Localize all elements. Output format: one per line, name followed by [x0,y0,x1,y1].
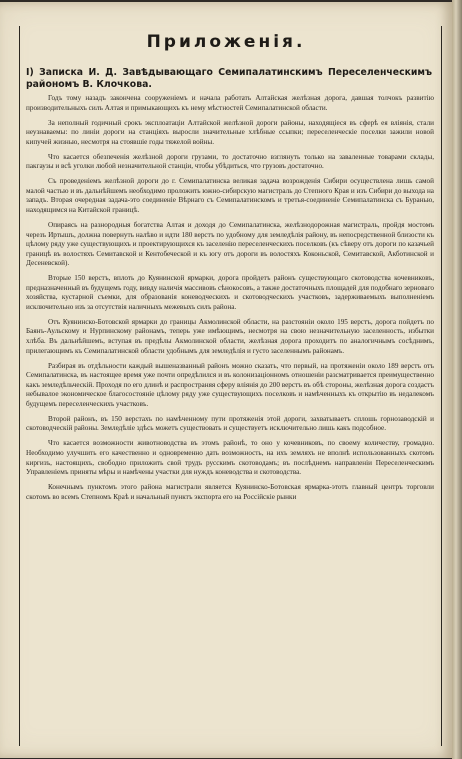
book-page-edge [452,0,462,759]
right-margin-rule [441,26,442,746]
memo-title: I) Записка И. Д. Завѣдывающаго Семипалатинскимъ Переселенческимъ райономъ В. Клочкова. [26,67,432,90]
paragraph-5: Опираясь на разнородныя богатства Алтая и доходя до Семипалатинска, желѣзнодорожная магистраль, пройдя мостомъ черезъ Иртышъ, должна повернуть налѣво и идти 180 верстъ по удобному для земледѣлія району, въ непосредственной близости къ цѣлому ряду уже существующихъ и проектирующихся къ заселенію переселенческихъ поселковъ (къ сѣверу отъ дороги по казачьей границѣ въ волостяхъ Семитавской и Кентобеческой и къ югу отъ дороги въ волостяхъ Коконьской, Семитавской, Акботинской и Десеневской). [26,221,434,268]
paragraph-6: Вторые 150 верстъ, вплоть до Куянинской ярмарки, дорога пройдетъ районъ существующаго скотоводства кочевниковъ, предназначенный въ будущемъ году, вивду наличія массивовъ сѣнокосовъ, а также достаточныхъ площадей для подобнаго зерноваго хозяйства, кустарной съемки, для образованія коневодческихъ и скотоводческихъ участковъ, задерживаемыхъ выполненіемъ исключительно изъ за отсутствія наличныхъ межевыхъ силъ района. [26,274,434,311]
body-text [26,94,434,508]
paragraph-8: Разбирая въ отдѣльности каждый вышеназванный районъ можно сказать, что первый, на протяженіи около 189 верстъ отъ Семипалатинска, въ настоящее время уже почти опредѣлился и въ колонизаціонномъ отношеніи разсматривается преимущественно какъ земледѣльческій. Проходя по его длинѣ и распространяя сферу вліянія до 200 верстъ въ обѣ стороны, желѣзная дорога создастъ небывалое экономическое благосостояніе цѣлому ряду уже существующихъ поселковъ и намѣченныхъ къ открытію въ недалекомъ будущемъ переселенческихъ участковъ. [26,361,435,408]
paragraph-10: Что касается возможности животноводства въ этомъ районѣ, то оно у кочевниковъ, по своему количеству, громадно. Необходимо улучшить его качественно и одновременно дать возможность, на ихъ земляхъ не вполнѣ использованныхъ скотомъ киргизъ, настоящихъ, свободно приложить свой трудъ русскимъ скотоводамъ; въ послѣднемъ направленіи Переселенческимъ Управленіемъ приняты мѣры и намѣчены участки для нуждъ коневодства и скотоводства. [26,439,434,477]
page-heading: Приложенія. [146,32,306,52]
paragraph-4: Съ проведеніемъ желѣзной дороги до г. Семипалатинска великая задача возрожденія Сибири осуществлена лишь самой малой частью и въ дальнѣйшемъ необходимо проложить южно-сибирскую магистраль до Степного Края и изъ Сибири до выхода на западъ. Вторая очередная задача-это соединеніе Вѣрнаго съ Семипалатинскомъ и третья-соединеніе Семипалатинска съ Буранью, находящимся на Китайской границѣ. [26,177,434,214]
document-page [0,2,453,758]
paragraph-7: Отъ Куянинско-Ботовской ярмарки до границы Акмолинской области, на разстояніи около 195 верстъ, дорога пойдетъ по Баянъ-Аульскому и Нурпинскому районамъ, теперь уже имѣющимъ, несмотря на свою незначительную заселенность, избытки хлѣба. Въ дальнѣйшемъ, вступая въ предѣлы Акмолинской области, желѣзная дорога проходитъ по аналогичнымъ сосѣднимъ, прилегающимъ къ Семипалатинской области удобнымъ для земледѣлія и густо заселеннымъ районамъ. [26,317,434,355]
paragraph-2: За неполный годичный срокъ эксплоатаціи Алтайской желѣзной дороги районы, находящіеся въ сферѣ ея вліянія, стали неузнаваемы: по линіи дороги на станціяхъ выросли значительные хлѣбные ссыпки; переселенческіе поселки зажили новой кипучей жизнью, несмотря на стоявшіе годы тяжелой войны. [26,118,434,146]
paragraph-1: Годъ тому назадъ закончена сооруженіемъ и начала работать Алтайская желѣзная дорога, давшая толчокъ развитію производительныхъ силъ Алтая и примыкающихъ къ нему мѣстностей Семипалатинской области. [26,94,434,112]
paragraph-9: Второй районъ, въ 150 верстахъ по намѣченному пути протяженія этой дороги, захватываетъ сплошь горнозаводскій и скотоводческій районы. Земледѣліе здѣсь можетъ существовать и существуетъ исключительно лишь какъ подсобное. [26,414,434,433]
paragraph-3: Что касается обезпеченія желѣзной дороги грузами, то достаточно взглянуть только на заваленные товарами склады, пакгаузы и всѣ уголки любой незначительной станціи, чтобы убѣдиться, что грузовъ достаточно. [26,152,434,171]
paragraph-11: Конечнымъ пунктомъ этого района магистрали является Куянинско-Ботовская ярмарка-этотъ главный центръ торговли скотомъ во всемъ Степномъ Краѣ и начальный пунктъ экспорта его на Россійскіе рынки [26,483,434,501]
left-margin-rule [19,26,20,746]
